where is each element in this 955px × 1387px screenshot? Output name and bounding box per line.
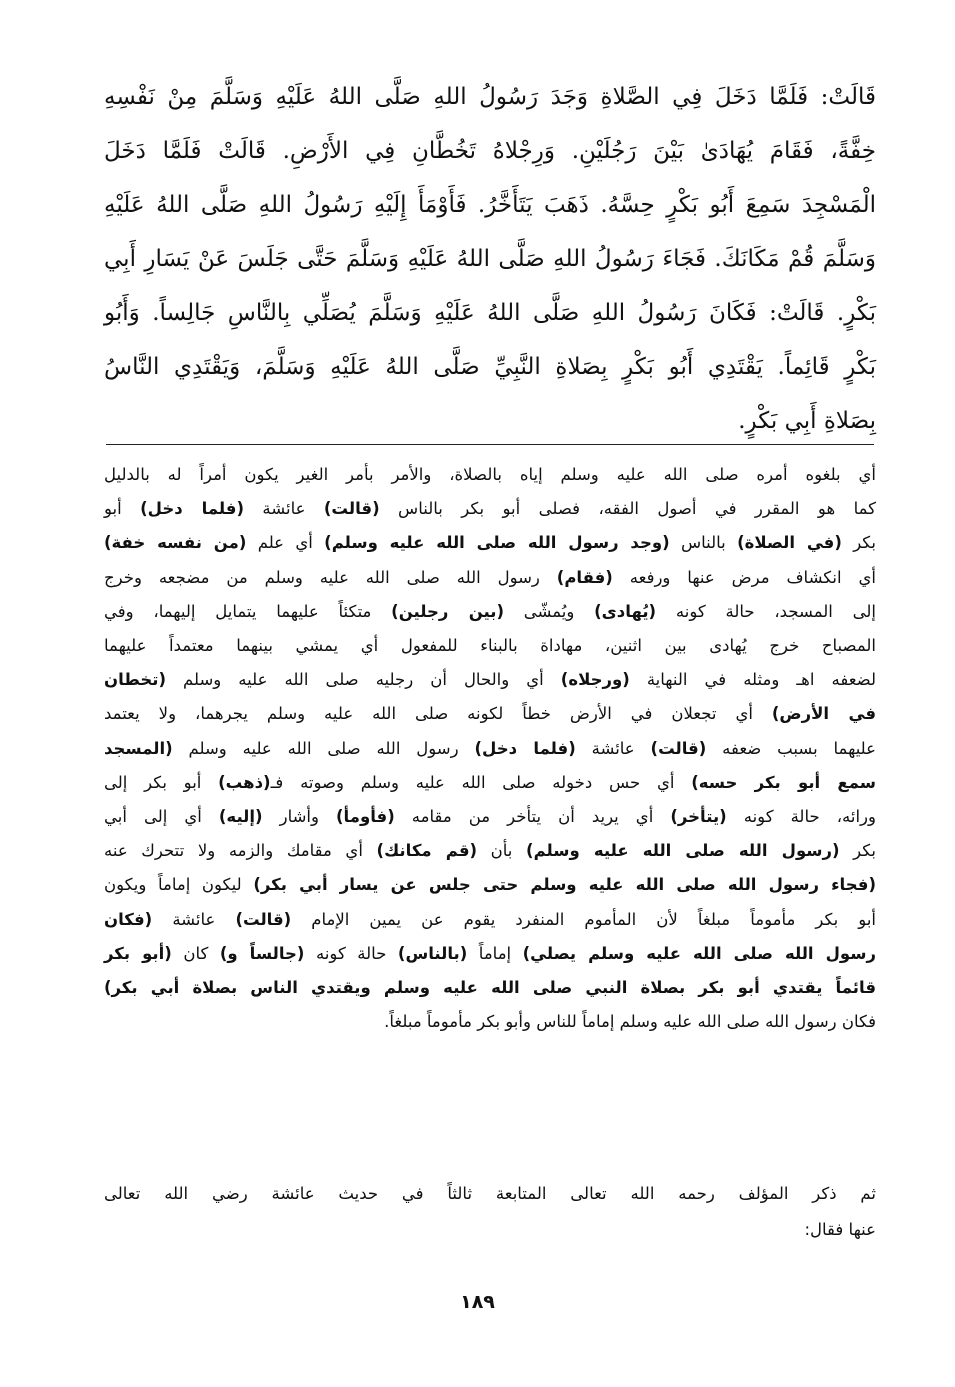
commentary-line (104, 800, 876, 834)
commentary-run: ويُمشّى (504, 601, 595, 621)
commentary-line (104, 629, 876, 663)
commentary-run: لضعفه اهـ ومثله في النهاية (629, 670, 876, 690)
commentary-run: كان (171, 943, 220, 963)
commentary-run: أي والحال أن رجليه صلى الله عليه وسلم (165, 670, 561, 690)
commentary-line (104, 937, 876, 971)
commentary-run: بكر (839, 841, 876, 861)
commentary-quote: (قالت) (650, 738, 707, 758)
commentary-run: عائشة (152, 909, 236, 929)
hadith-line: بَكْرٍ قَائِماً. يَقْتَدِي أَبُو بَكْرٍ بِصَلاةِ النَّبِيِّ صَلَّى اللهُ عَلَيْهِ وَسَلَّمَ، وَيَقْتَدِي النَّاسُ (104, 354, 876, 380)
commentary-line (104, 595, 876, 629)
hadith-line: بَكْرٍ. قَالَتْ: فَكَانَ رَسُولُ اللهِ صَلَّى اللهُ عَلَيْهِ وَسَلَّمَ يُصَلِّي بِالنَّاسِ جَالِساً. وَأَبُو (104, 300, 876, 326)
commentary-line (104, 526, 876, 560)
hadith-line: قَالَتْ: فَلَمَّا دَخَلَ فِي الصَّلاةِ وَجَدَ رَسُولُ اللهِ صَلَّى اللهُ عَلَيْهِ وَسَلَّمَ مِنْ نَفْسِهِ (104, 84, 876, 110)
commentary-quote: (من نفسه خفة) (104, 533, 247, 553)
commentary-run: أي مقامك والزمه ولا تتحرك عنه (104, 841, 377, 861)
commentary-run: أبو بكر إلى (104, 772, 219, 792)
commentary-line (104, 1005, 876, 1039)
commentary-line (104, 766, 876, 800)
commentary-run: أبو (104, 499, 141, 519)
commentary-run: وأشار (262, 807, 337, 827)
commentary-run: كما هو المقرر في أصول الفقه، فصلى أبو بكر بالناس (379, 499, 876, 519)
commentary-run: حالة كونه (304, 943, 398, 963)
commentary-run: أي انكشاف مرض عنها ورفعه (612, 567, 876, 587)
commentary-quote: سمع أبو بكر حسه) (691, 772, 876, 792)
commentary-run: فكان رسول الله صلى الله عليه وسلم إماماً للناس وأبو بكر مأموماً مبلغاً. (384, 1012, 876, 1032)
commentary-quote: (بالناس) (397, 943, 468, 963)
commentary-quote: (المسجد (104, 738, 173, 758)
commentary-quote: قائماً يقتدي أبو بكر بصلاة النبي صلى الله عليه وسلم ويقتدي الناس بصلاة أبي بكر) (104, 978, 876, 998)
commentary-line (104, 903, 876, 937)
commentary-run: ليكون إماماً ويكون (104, 875, 254, 895)
closing-line: عنها فقال: (804, 1220, 876, 1239)
commentary-quote: (تخطان (104, 670, 166, 690)
commentary-quote: (قالت) (323, 499, 380, 519)
hadith-line: وَسَلَّمَ قُمْ مَكَانَكَ. فَجَاءَ رَسُولُ اللهِ صَلَّى اللهُ عَلَيْهِ وَسَلَّمَ حَتَّى جَلَسَ عَنْ يَسَارِ أَبِي (104, 246, 876, 272)
commentary-line (104, 697, 876, 731)
commentary-run: عائشة (575, 738, 651, 758)
commentary-line (104, 732, 876, 766)
commentary-run: عائشة (244, 499, 324, 519)
commentary-quote: (فكان (104, 909, 153, 929)
commentary-quote: (فقام) (556, 567, 613, 587)
commentary-line (104, 834, 876, 868)
commentary-line (104, 868, 876, 902)
commentary-run: أبو بكر مأموماً مبلغاً لأن المأموم المنفرد يقوم عن يمين الإمام (291, 909, 876, 929)
commentary-run: أي إلى أبي (104, 807, 219, 827)
commentary-quote: (في الصلاة) (737, 533, 842, 553)
commentary-quote: (ورجلاه) (560, 670, 630, 690)
commentary-line (104, 458, 876, 492)
commentary-quote: (فأومأ) (336, 807, 395, 827)
commentary-quote: (قالت) (235, 909, 292, 929)
page-number: ١٨٩ (460, 1291, 495, 1313)
closing-paragraph (104, 1176, 876, 1248)
commentary-run: أي بلغوه أمره صلى الله عليه وسلم إياه بالصلاة، والأمر بأمر الغير يكون أمراً له بالدليل (104, 465, 876, 484)
commentary-quote: (فلما دخل) (474, 738, 576, 758)
hadith-text (104, 70, 876, 448)
commentary-run: إماماً (467, 943, 523, 963)
commentary-quote: (قم مكانك) (376, 841, 478, 861)
commentary-quote: (فلما دخل) (140, 499, 245, 519)
commentary-run: عليهما بسبب ضعفه (706, 738, 876, 758)
commentary-run: المصباح خرج يُهادى بين اثنين، مهاداة بالبناء للمفعول أي يمشي بينهما معتمداً عليهما (104, 636, 876, 656)
commentary-run: رسول الله صلى الله عليه وسلم (172, 738, 475, 758)
commentary-quote: (يُهادى) (594, 601, 657, 621)
commentary-quote: رسول الله صلى الله عليه وسلم يصلي) (522, 943, 876, 963)
hadith-line: الْمَسْجِدَ سَمِعَ أَبُو بَكْرٍ حِسَّهُ. ذَهَبَ يَتَأَخَّرُ. فَأَوْمَأَ إِلَيْهِ رَسُولُ اللهِ صَلَّى اللهُ عَلَيْهِ (104, 192, 876, 218)
commentary-run: بالناس (669, 533, 738, 553)
commentary-quote: (أبو بكر (104, 943, 172, 963)
commentary-quote: (رسول الله صلى الله عليه وسلم) (526, 841, 840, 861)
divider-line (106, 444, 874, 445)
commentary-line (104, 561, 876, 595)
commentary-quote: (بين رجلين) (391, 601, 505, 621)
commentary-quote: (وجد رسول الله صلى الله عليه وسلم) (324, 533, 670, 553)
commentary-quote: (ذهب) (218, 772, 271, 792)
commentary-run: أي حس دخوله صلى الله عليه وسلم وصوته فـ (270, 772, 692, 792)
commentary-quote: (يتأخر) (670, 807, 727, 827)
commentary-run: متكئاً عليهما يتمايل إليهما، وفي (104, 601, 392, 621)
commentary-run: بكر (841, 533, 876, 553)
commentary-run: أي يريد أن يتأخر من مقامه (394, 807, 671, 827)
commentary-line (104, 492, 876, 526)
commentary-quote: (إليه) (218, 807, 263, 827)
closing-line: ثم ذكر المؤلف رحمه الله تعالى المتابعة ثالثاً في حديث عائشة رضي الله تعالى (104, 1184, 876, 1203)
commentary-run: ورائه، حالة كونه (726, 807, 876, 827)
commentary-line (104, 971, 876, 1005)
commentary-text (104, 458, 876, 1039)
hadith-line: خِفَّةً، فَقَامَ يُهَادَىٰ بَيْنَ رَجُلَيْنِ. وَرِجْلاهُ تَخُطَّانِ فِي الأَرْضِ. قَالَتْ فَلَمَّا دَخَلَ (104, 138, 876, 164)
commentary-quote: في الأرض) (771, 704, 877, 724)
commentary-run: رسول الله صلى الله عليه وسلم من مضجعه وخرج (104, 567, 557, 587)
commentary-quote: (جالساً و) (219, 943, 305, 963)
hadith-line: بِصَلاةِ أَبِي بَكْرٍ. (738, 408, 876, 434)
commentary-line (104, 663, 876, 697)
commentary-quote: (فجاء رسول الله صلى الله عليه وسلم حتى جلس عن يسار أبي بكر) (253, 875, 876, 895)
commentary-run: إلى المسجد، حالة كونه (656, 601, 876, 621)
commentary-run: أي تجعلان في الأرض خطاً لكونه صلى الله عليه وسلم يجرهما، ولا يعتمد (104, 704, 772, 724)
commentary-run: بأن (477, 841, 527, 861)
commentary-run: أي علم (246, 533, 325, 553)
